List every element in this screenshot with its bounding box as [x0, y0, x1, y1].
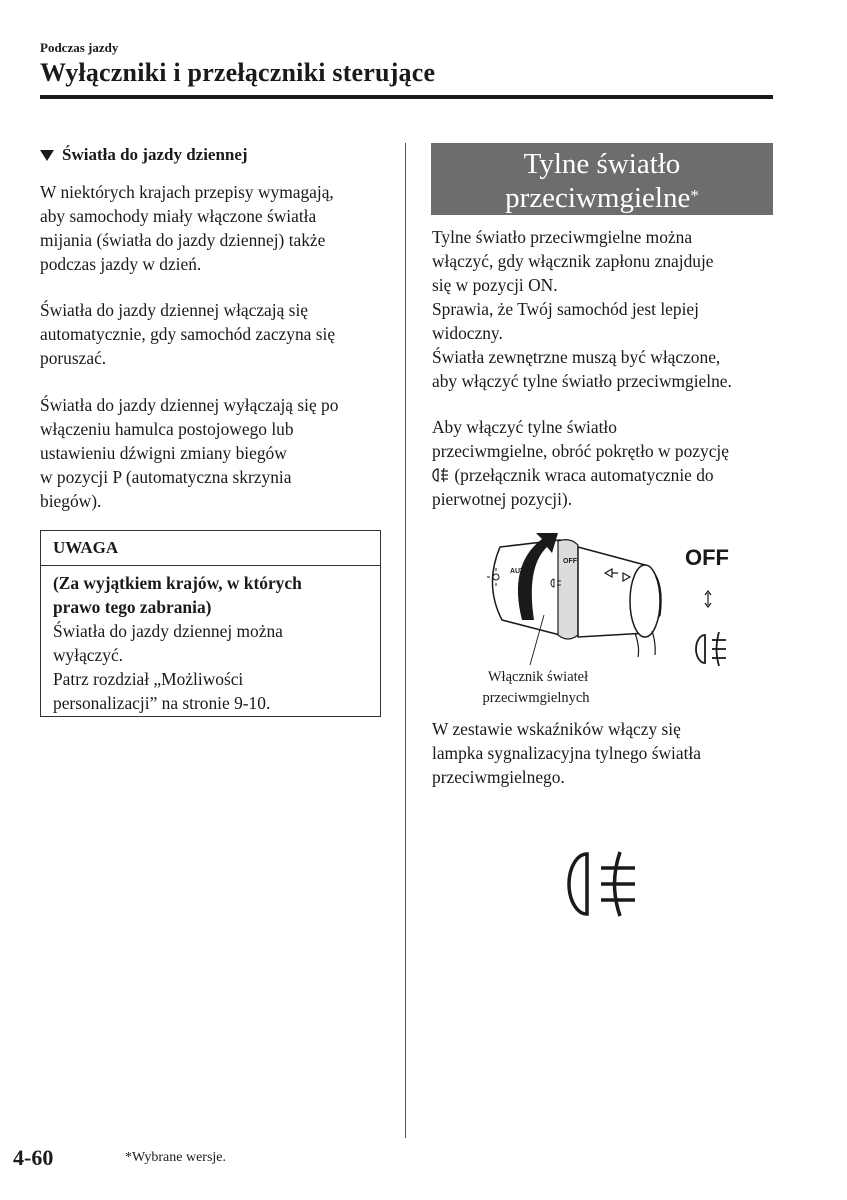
text-line: lampka sygnalizacyjna tylnego światła	[432, 743, 701, 763]
text-line: aby samochody miały włączone światła	[40, 206, 317, 226]
title-rule	[40, 95, 773, 99]
note-line: Światła do jazdy dziennej można	[53, 621, 283, 641]
banner-line-2-text: przeciwmgielne	[505, 182, 691, 214]
diagram-caption-line-1: Włącznik świateł	[487, 669, 589, 685]
fog-switch-diagram	[470, 525, 770, 715]
note-heading: UWAGA	[53, 538, 119, 557]
banner-asterisk: *	[690, 186, 699, 205]
note-line: wyłączyć.	[53, 645, 124, 665]
text-line: biegów).	[40, 491, 102, 511]
fog-paragraph-1	[432, 225, 777, 393]
lever-illustration	[470, 525, 770, 715]
text-line: Tylne światło przeciwmgielne można	[432, 227, 693, 247]
text-line: pierwotnej pozycji).	[432, 489, 573, 509]
subheading-drl	[40, 145, 248, 165]
svg-text:AUTO: AUTO	[510, 568, 530, 575]
text-line: W zestawie wskaźników włączy się	[432, 719, 681, 739]
text-line: Aby włączyć tylne światło	[432, 417, 617, 437]
drl-paragraph-1	[40, 180, 385, 276]
banner-line-2	[431, 181, 773, 215]
text-fragment: (przełącznik wraca automatycznie do	[450, 465, 714, 485]
text-line: Światła zewnętrzne muszą być włączone,	[432, 347, 721, 367]
text-line: mijania (światła do jazdy dziennej) także	[40, 230, 326, 250]
text-line: Światła do jazdy dziennej wyłączają się po	[40, 395, 339, 415]
text-line: Światła do jazdy dziennej włączają się	[40, 300, 308, 320]
text-line: przeciwmgielne, obróć pokrętło w pozycję	[432, 441, 729, 461]
text-line: przeciwmgielnego.	[432, 767, 565, 787]
text-line: Sprawia, że Twój samochód jest lepiej	[432, 299, 699, 319]
text-line: W niektórych krajach przepisy wymagają,	[40, 182, 334, 202]
note-line: Patrz rozdział „Możliwości	[53, 669, 244, 689]
drl-paragraph-3	[40, 393, 385, 513]
banner-line-1: Tylne światło	[523, 148, 681, 180]
diagram-caption-line-2: przeciwmgielnych	[482, 690, 590, 706]
text-line: aby włączyć tylne światło przeciwmgielne.	[432, 371, 732, 391]
text-line: podczas jazdy w dzień.	[40, 254, 202, 274]
switch-off-mark: OFF	[563, 558, 577, 565]
text-line: w pozycji P (automatyczna skrzynia	[40, 467, 292, 487]
off-label: OFF	[685, 545, 729, 570]
note-line: personalizacji” na stronie 9-10.	[53, 693, 271, 713]
note-body	[53, 571, 302, 715]
rear-fog-icon	[432, 467, 450, 483]
fog-paragraph-3	[432, 717, 777, 789]
note-header	[41, 531, 380, 566]
note-bold-line: prawo tego zabrania)	[53, 597, 212, 617]
page-number: 4-60	[13, 1145, 54, 1170]
triangle-bullet-icon	[40, 150, 54, 161]
text-line: widoczny.	[432, 323, 503, 343]
text-line: się w pozycji ON.	[432, 275, 558, 295]
section-banner	[431, 143, 773, 215]
text-line: włączyć, gdy włącznik zapłonu znajduje	[432, 251, 714, 271]
note-box	[40, 530, 381, 717]
note-bold-line: (Za wyjątkiem krajów, w których	[53, 573, 302, 593]
section-label: Podczas jazdy	[40, 40, 119, 55]
text-line: włączeniu hamulca postojowego lub	[40, 419, 294, 439]
text-line: poruszać.	[40, 348, 107, 368]
text-line: automatycznie, gdy samochód zaczyna się	[40, 324, 336, 344]
rear-fog-indicator-icon	[565, 848, 645, 920]
drl-paragraph-2	[40, 298, 385, 370]
text-line-with-icon	[432, 463, 777, 487]
rear-fog-position-icon	[696, 632, 726, 666]
footnote: *Wybrane wersje.	[125, 1150, 227, 1165]
subheading-text: Światła do jazdy dziennej	[62, 145, 248, 164]
column-divider	[405, 143, 406, 1138]
text-line: ustawieniu dźwigni zmiany biegów	[40, 443, 287, 463]
page-title: Wyłączniki i przełączniki sterujące	[40, 58, 436, 87]
fog-paragraph-2	[432, 415, 777, 511]
